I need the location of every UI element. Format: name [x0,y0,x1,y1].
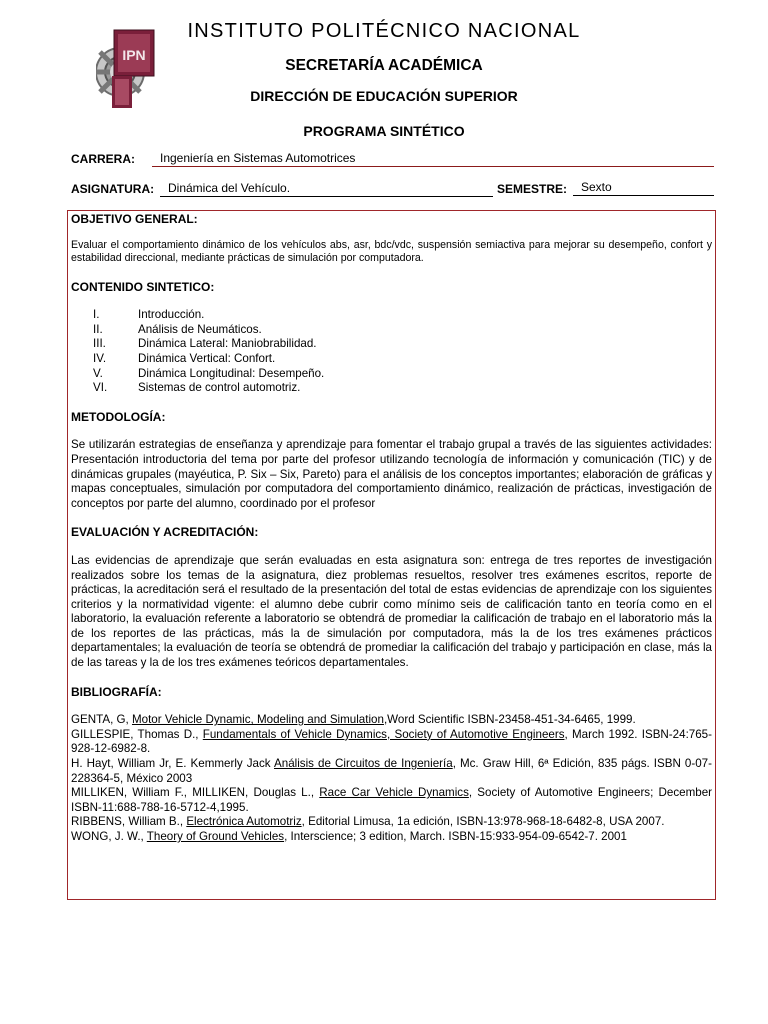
bib-authors: MILLIKEN, William F., MILLIKEN, Douglas L., [71,786,320,800]
bib-title: Race Car Vehicle Dynamics [319,786,469,800]
direccion-title: DIRECCIÓN DE EDUCACIÓN SUPERIOR [250,88,518,104]
list-item [71,352,712,367]
carrera-value: Ingeniería en Sistemas Automotrices [152,151,714,167]
bib-details: , March 1992. ISBN-24:765-928-12-6982-8. [71,727,712,756]
bib-entry [71,728,712,757]
item-text: Dinámica Lateral: Maniobrabilidad. [138,337,317,351]
programa-title: PROGRAMA SINTÉTICO [303,123,465,139]
item-number: I. [93,308,100,322]
bib-authors: GILLESPIE, Thomas D., [71,727,203,741]
metodologia-text: Se utilizarán estrategias de enseñanza y aprendizaje para fomentar el trabajo grupal a través de las siguientes actividades: Presentación introductoria del tema por parte del profesor utilizando tecnología de información y comunicación (TIC) y de dinámicas grupales (mayéutica, P. Six – Six, Pareto) para el análisis de los conceptos importantes; elaboración de gráficas y mapas conceptuales, simulación por computadora del comportamiento dinámico, realización de prácticas, investigación de conceptos por parte del alumno, coordinado por el profesor [71,438,712,510]
item-text: Dinámica Longitudinal: Desempeño. [138,366,325,380]
bib-details: , Mc. Graw Hill, 6ª Edición, 835 págs. ISBN 0-07-228364-5, México 2003 [71,757,712,785]
list-item [71,367,712,382]
list-item [71,308,712,323]
list-item [71,323,712,338]
item-number: IV. [93,351,107,365]
bib-details: , Editorial Limusa, 1a edición, ISBN-13:978-968-18-6482-8, USA 2007. [301,815,665,829]
item-number: VI. [93,381,108,395]
bib-title: Theory of Ground Vehicles [146,830,285,843]
item-text: Sistemas de control automotriz. [138,381,301,395]
item-number: II. [93,322,103,336]
contenido-heading: CONTENIDO SINTETICO: [71,279,215,294]
evaluacion-heading: EVALUACIÓN Y ACREDITACIÓN: [71,525,259,540]
bib-entry [71,830,712,845]
item-number: V. [93,366,103,380]
bib-authors: WONG, J. W., [71,830,147,843]
bib-entry [71,757,712,786]
semestre-value: Sexto [573,180,714,196]
asignatura-value: Dinámica del Vehículo. [160,181,493,197]
item-text: Introducción. [138,308,205,322]
bib-details: ,Word Scientific ISBN-23458-451-34-6465, 1999. [383,713,636,727]
bib-authors: RIBBENS, William B., [71,815,187,829]
bib-details: , Interscience; 3 edition, March. ISBN-15:933-954-09-6542-7. 2001 [284,830,627,843]
secretaria-title: SECRETARÍA ACADÉMICA [285,57,483,74]
metodologia-heading: METODOLOGÍA: [71,409,166,424]
bib-entry [71,815,712,830]
bib-authors: GENTA, G, [71,713,132,727]
bib-entry [71,713,712,728]
bibliografia-list [71,713,712,844]
list-item [71,381,712,396]
objetivo-text: Evaluar el comportamiento dinámico de los vehículos abs, asr, bdc/vdc, suspensión semiactiva para mejorar su desempeño, confort y estabilidad direccional, mediante prácticas de simulación por computadora. [71,238,712,265]
item-number: III. [93,337,106,351]
bib-entry [71,786,712,815]
bibliografia-heading: BIBLIOGRAFÍA: [71,684,162,699]
bib-title: Análisis de Circuitos de Ingeniería [274,757,453,771]
bib-authors: H. Hayt, William Jr, E. Kemmerly Jack [71,757,275,771]
objetivo-heading: OBJETIVO GENERAL: [71,212,198,226]
bib-title: Motor Vehicle Dynamic, Modeling and Simulation [131,713,384,727]
svg-text:IPN: IPN [122,47,146,63]
evaluacion-text: Las evidencias de aprendizaje que serán evaluadas en esta asignatura son: entrega de tres reportes de investigación realizados sobre los temas de la asignatura, diez problemas resueltos, resolver tres exámenes escritos, reporte de prácticas, la acreditación será el resultado de la presentación del total de estas evidencias de aprendizaje con los siguientes criterios y la normatividad vigente: el alumno debe cubrir como mínimo seis de calificación tanto en teoría como en el laboratorio, la evaluación referente a laboratorio se obtendrá de promediar la calificación de trabajo en el laboratorio más la de los reportes de las prácticas, más la de simulación por computadora, más la de los tres exámenes prácticos departamentales; la evaluación de teoría se obtendrá de promediar la calificación del trabajo y participación en clase, más la de las tareas y la de los tres exámenes teóricos departamentales. [71,553,712,670]
bib-title: Electrónica Automotriz [186,815,302,829]
asignatura-label: ASIGNATURA: [71,182,155,196]
carrera-label: CARRERA: [71,152,135,166]
bib-details: , Society of Automotive Engineers; December ISBN-11:688-788-16-5712-4,1995. [71,786,712,814]
contenido-list [71,308,712,396]
item-text: Dinámica Vertical: Confort. [138,351,276,365]
content-body [71,210,712,845]
item-text: Análisis de Neumáticos. [138,322,262,336]
bib-title: Fundamentals of Vehicle Dynamics, Society of Automotive Engineers [202,727,565,741]
list-item [71,337,712,352]
institution-title: INSTITUTO POLITÉCNICO NACIONAL [187,20,581,42]
semestre-label: SEMESTRE: [497,182,568,196]
